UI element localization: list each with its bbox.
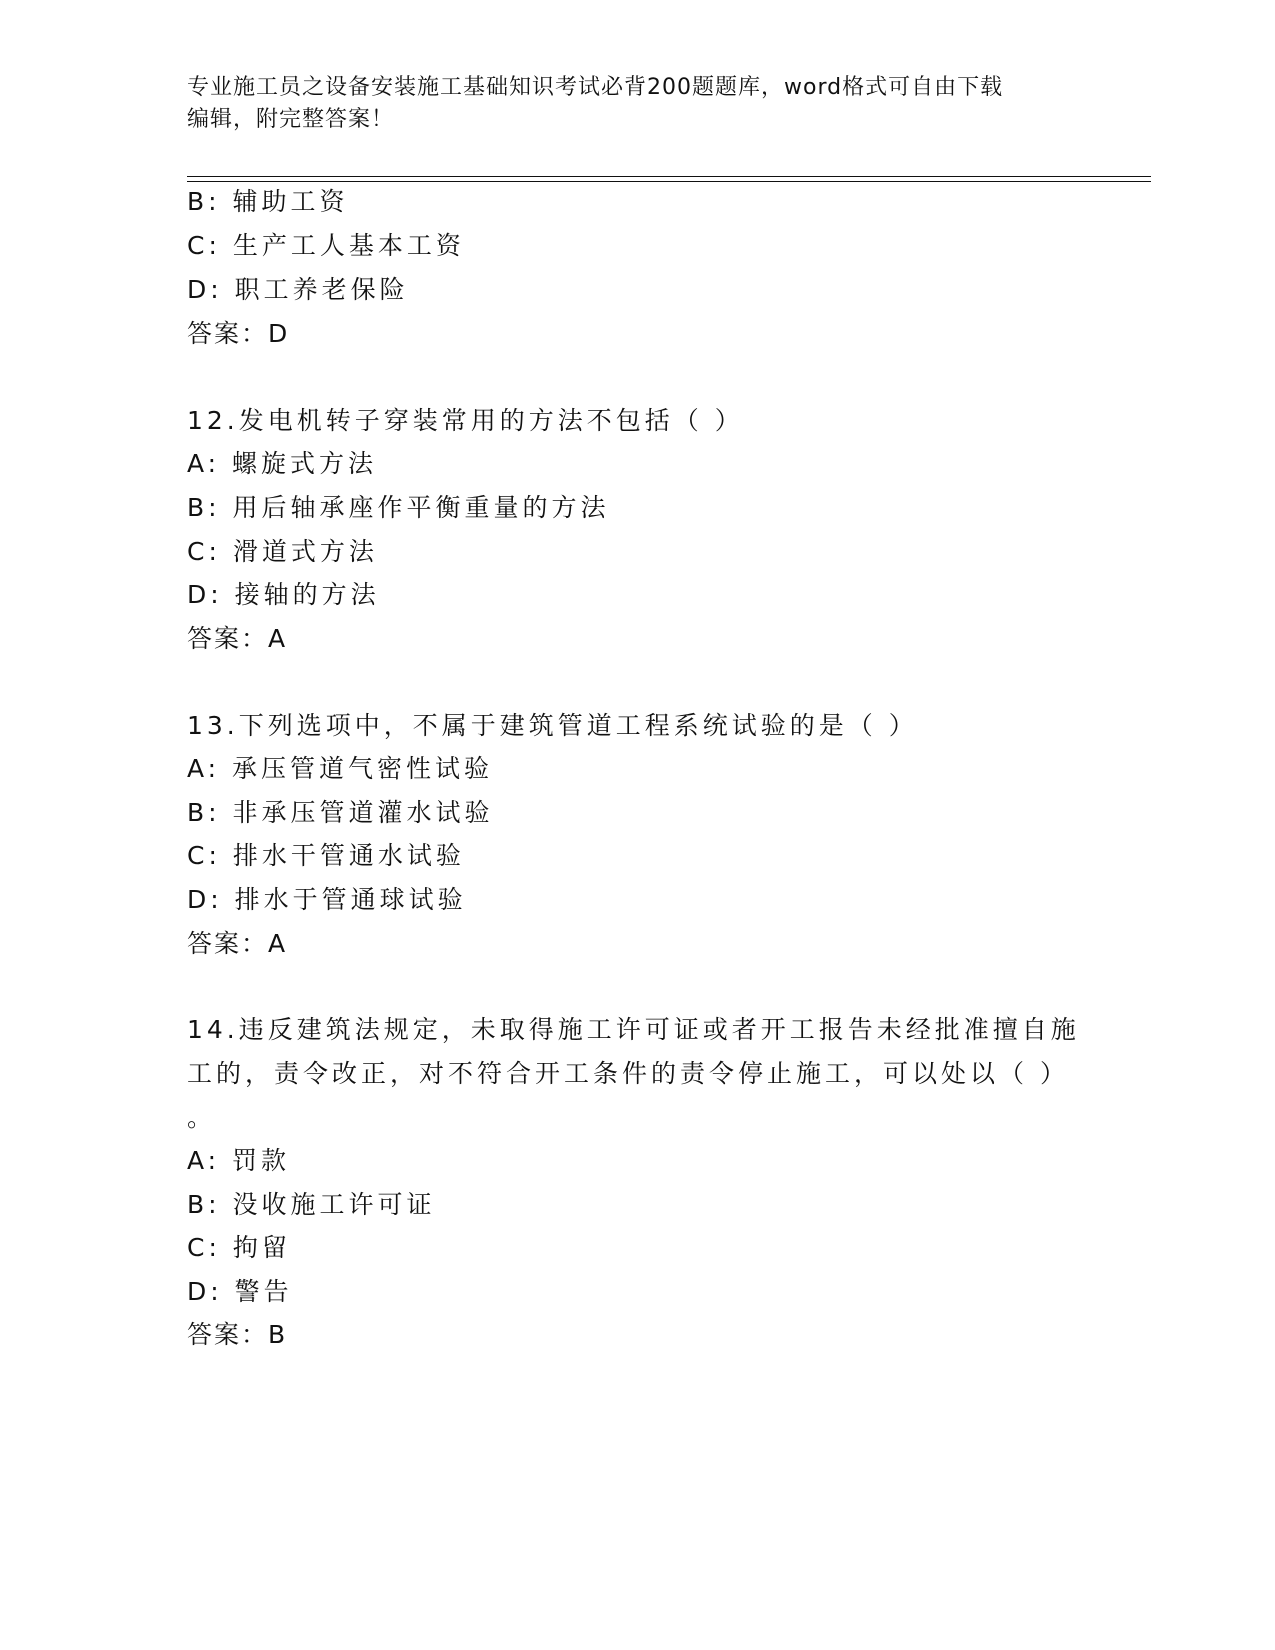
- q12-option-a: A: 螺旋式方法: [187, 449, 378, 478]
- q11-option-d: D: 职工养老保险: [187, 275, 409, 304]
- q14-option-c: C: 拘留: [187, 1233, 291, 1262]
- q12-option-d: D: 接轴的方法: [187, 580, 380, 609]
- q13-option-c: C: 排水干管通水试验: [187, 841, 465, 870]
- q12-stem: 12.发电机转子穿装常用的方法不包括（ ）: [187, 406, 744, 435]
- q14-option-d: D: 警告: [187, 1277, 293, 1306]
- q13-stem: 13.下列选项中，不属于建筑管道工程系统试验的是（ ）: [187, 711, 918, 740]
- q11-option-c: C: 生产工人基本工资: [187, 231, 465, 260]
- q14-option-a: A: 罚款: [187, 1146, 291, 1175]
- header-divider-top: [187, 176, 1151, 177]
- q14-option-b: B: 没收施工许可证: [187, 1190, 436, 1219]
- header-title-line-2: 编辑，附完整答案！: [187, 107, 395, 132]
- header-divider-bottom: [187, 181, 1151, 182]
- q13-option-d: D: 排水于管通球试验: [187, 885, 467, 914]
- q13-answer: 答案：A: [187, 929, 288, 958]
- q14-stem-line-1: 14.违反建筑法规定，未取得施工许可证或者开工报告未经批准擅自施: [187, 1015, 1080, 1044]
- q12-answer: 答案：A: [187, 624, 288, 653]
- q14-stem-line-2: 工的，责令改正，对不符合开工条件的责令停止施工，可以处以（ ）: [187, 1059, 1069, 1088]
- q14-answer: 答案：B: [187, 1320, 288, 1349]
- q12-option-b: B: 用后轴承座作平衡重量的方法: [187, 493, 610, 522]
- q11-answer: 答案：D: [187, 319, 290, 348]
- q12-option-c: C: 滑道式方法: [187, 537, 378, 566]
- document-header: [187, 72, 1087, 136]
- q13-option-a: A: 承压管道气密性试验: [187, 754, 494, 783]
- q14-stem-line-3: 。: [187, 1103, 217, 1132]
- q13-option-b: B: 非承压管道灌水试验: [187, 798, 494, 827]
- header-title-line-1: 专业施工员之设备安装施工基础知识考试必背200题题库，word格式可自由下载: [187, 75, 1004, 100]
- q11-option-b: B: 辅助工资: [187, 187, 349, 216]
